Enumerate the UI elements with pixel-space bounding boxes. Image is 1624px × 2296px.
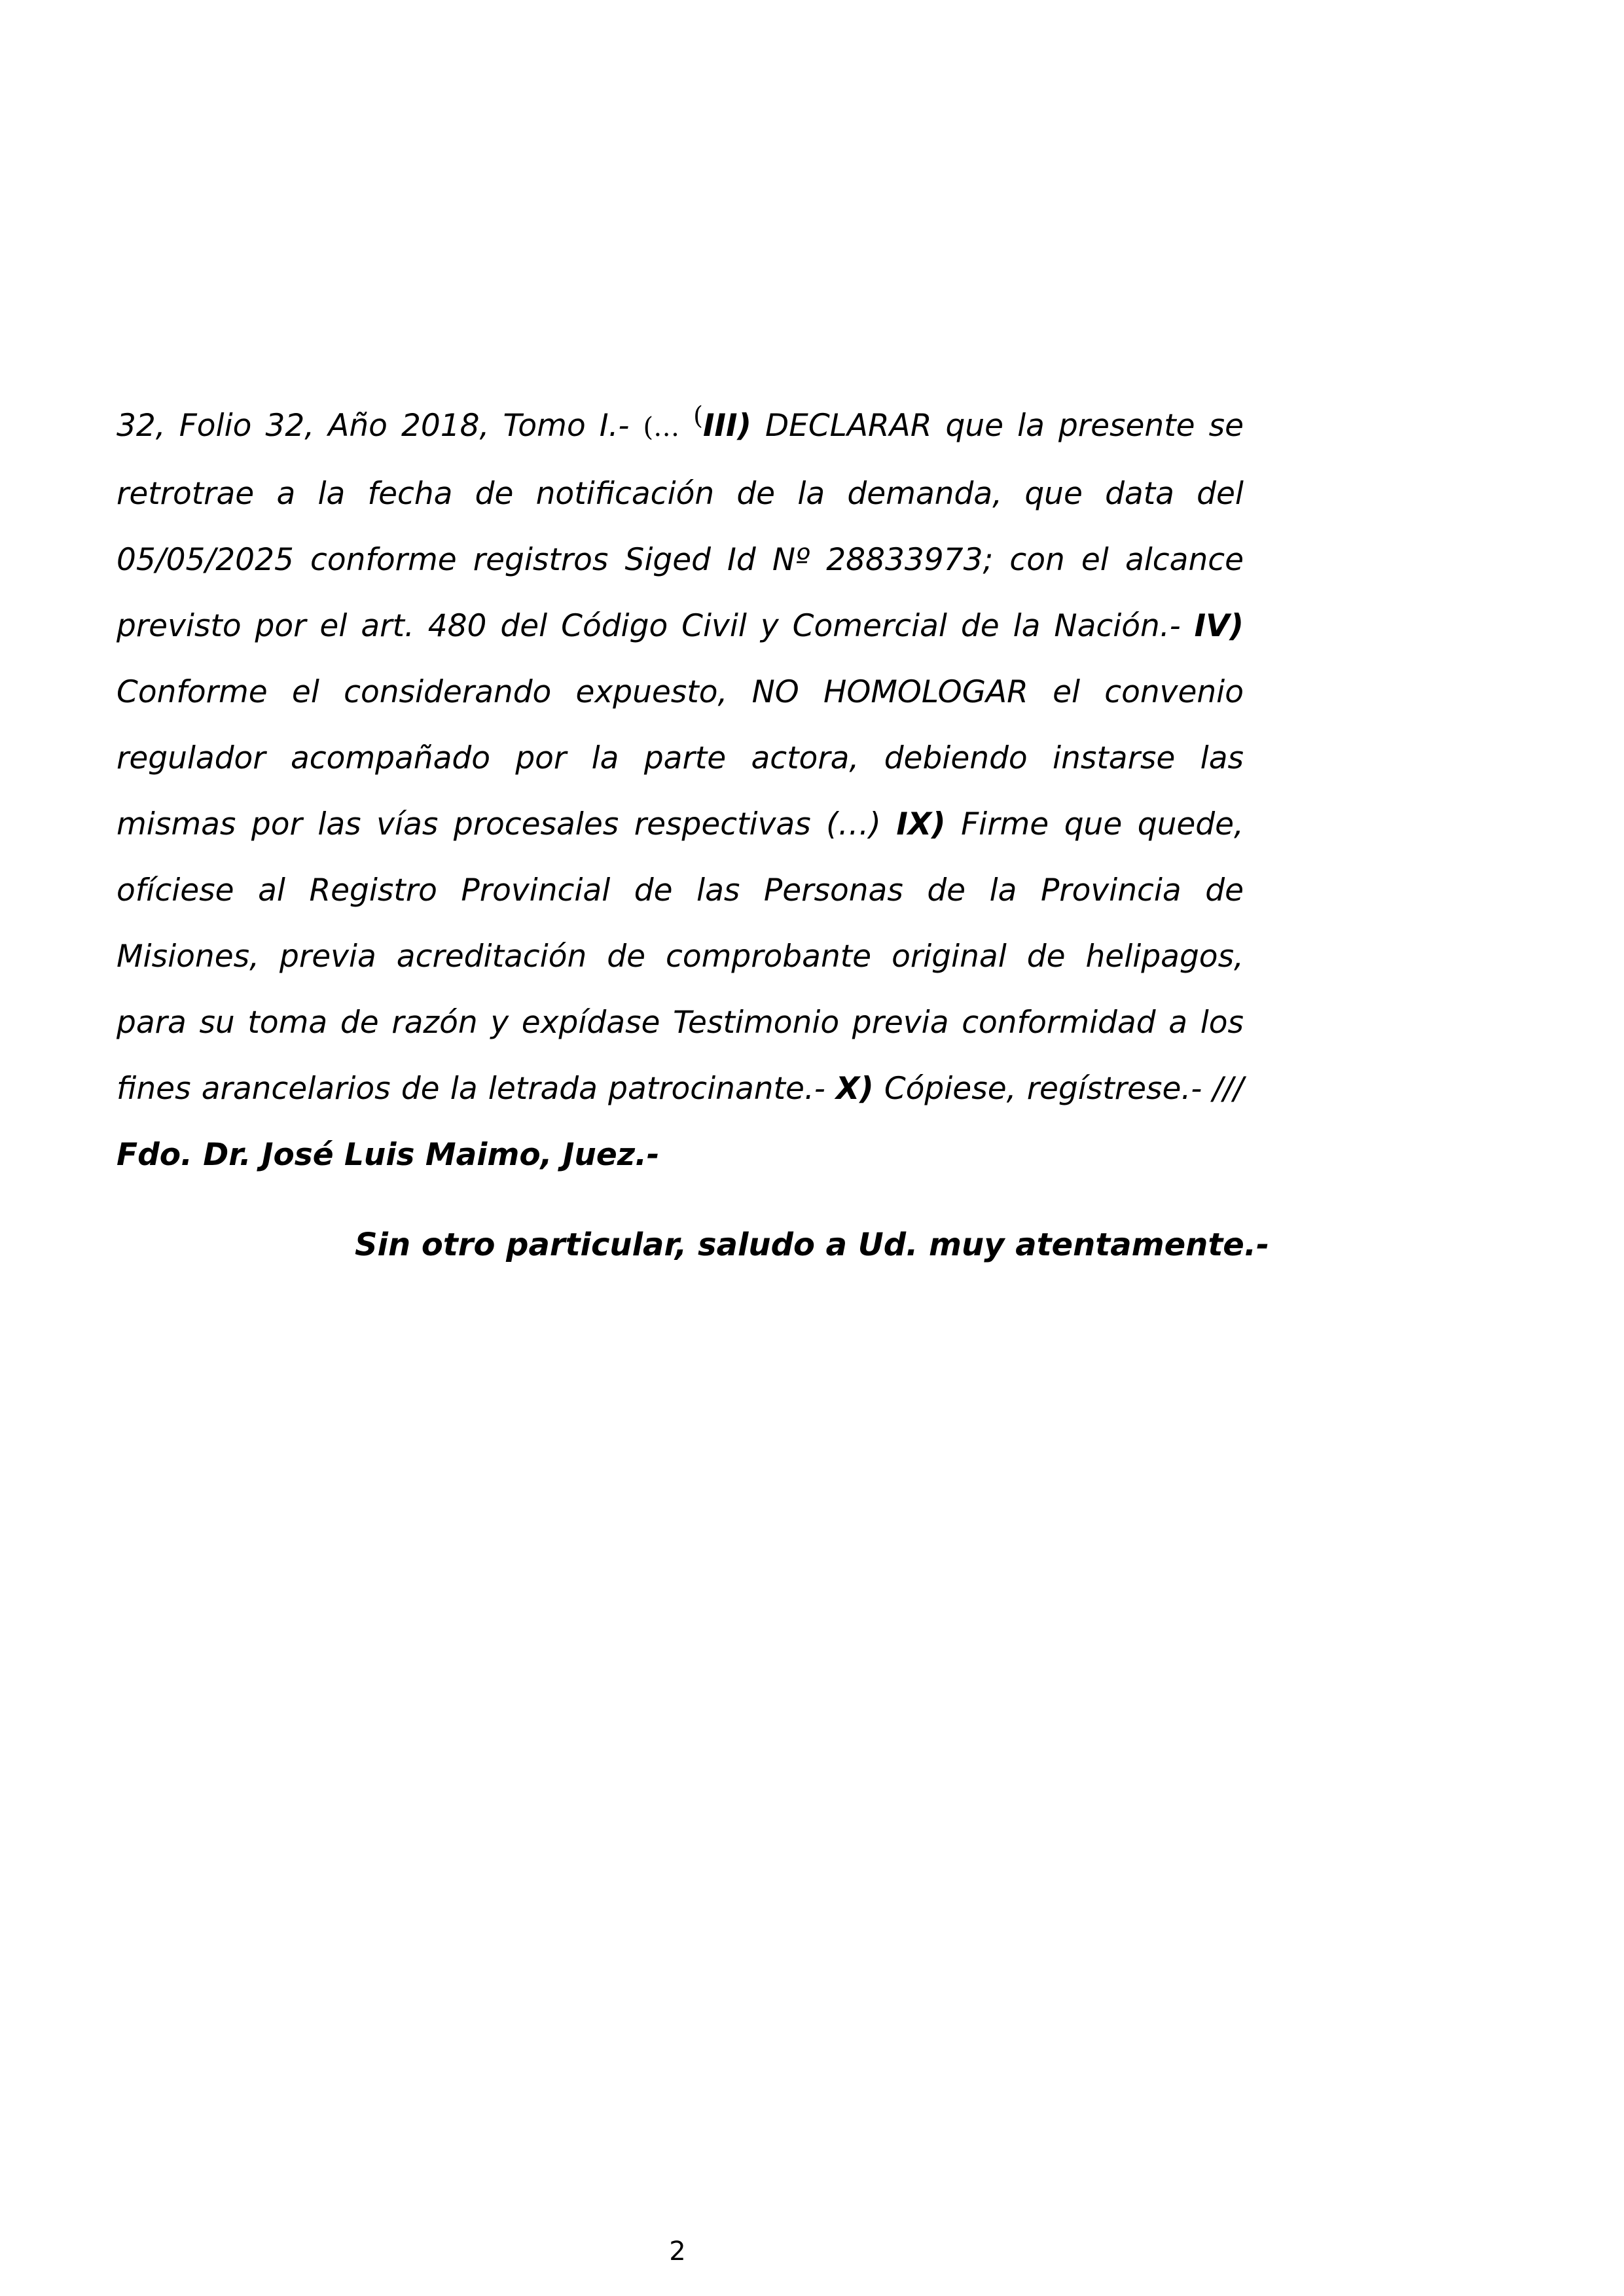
text-segment: Firme que quede, ofíciese al Registro Provincial de las Personas de la Provincia de Misiones, previa acreditación de comprobante original de helipagos, para su toma de razón y expídase Testimonio previa conformidad a los fines arancelarios de la letrada patrocinante.- <box>117 806 1244 1107</box>
text-segment: 32, Folio 32, Año 2018, Tomo I.- <box>117 408 643 444</box>
resolution-paragraph <box>117 393 1244 1188</box>
roman-numeral-iv: IV) <box>1194 608 1244 644</box>
text-segment: Conforme el considerando expuesto, NO HOMOLOGAR el convenio regulador acompañado por la parte actora, debiendo instarse las mismas por las vías procesales respectivas (…) <box>117 674 1244 842</box>
page-number: 2 <box>669 2236 686 2267</box>
text-segment: (… <box>643 412 680 442</box>
signature-line: Fdo. Dr. José Luis Maimo, Juez.- <box>117 1137 660 1173</box>
text-segment <box>679 408 693 444</box>
roman-numeral-ix: IX) <box>896 806 946 842</box>
roman-numeral-x: X) <box>835 1071 874 1107</box>
text-segment: ( <box>693 401 703 430</box>
text-segment: Cópiese, regístrese.- /// <box>873 1071 1244 1107</box>
text-segment: DECLARAR que la presente se retrotrae a la fecha de notificación de la demanda, que data del 05/05/2025 conforme registros Siged Id Nº 28833973; con el alcance previsto por el art. 480 del Código Civil y Comercial de la Nación.- <box>117 408 1244 644</box>
closing-salutation: Sin otro particular, saludo a Ud. muy atentamente.- <box>354 1227 1270 1263</box>
roman-numeral-iii: III) <box>703 408 751 444</box>
